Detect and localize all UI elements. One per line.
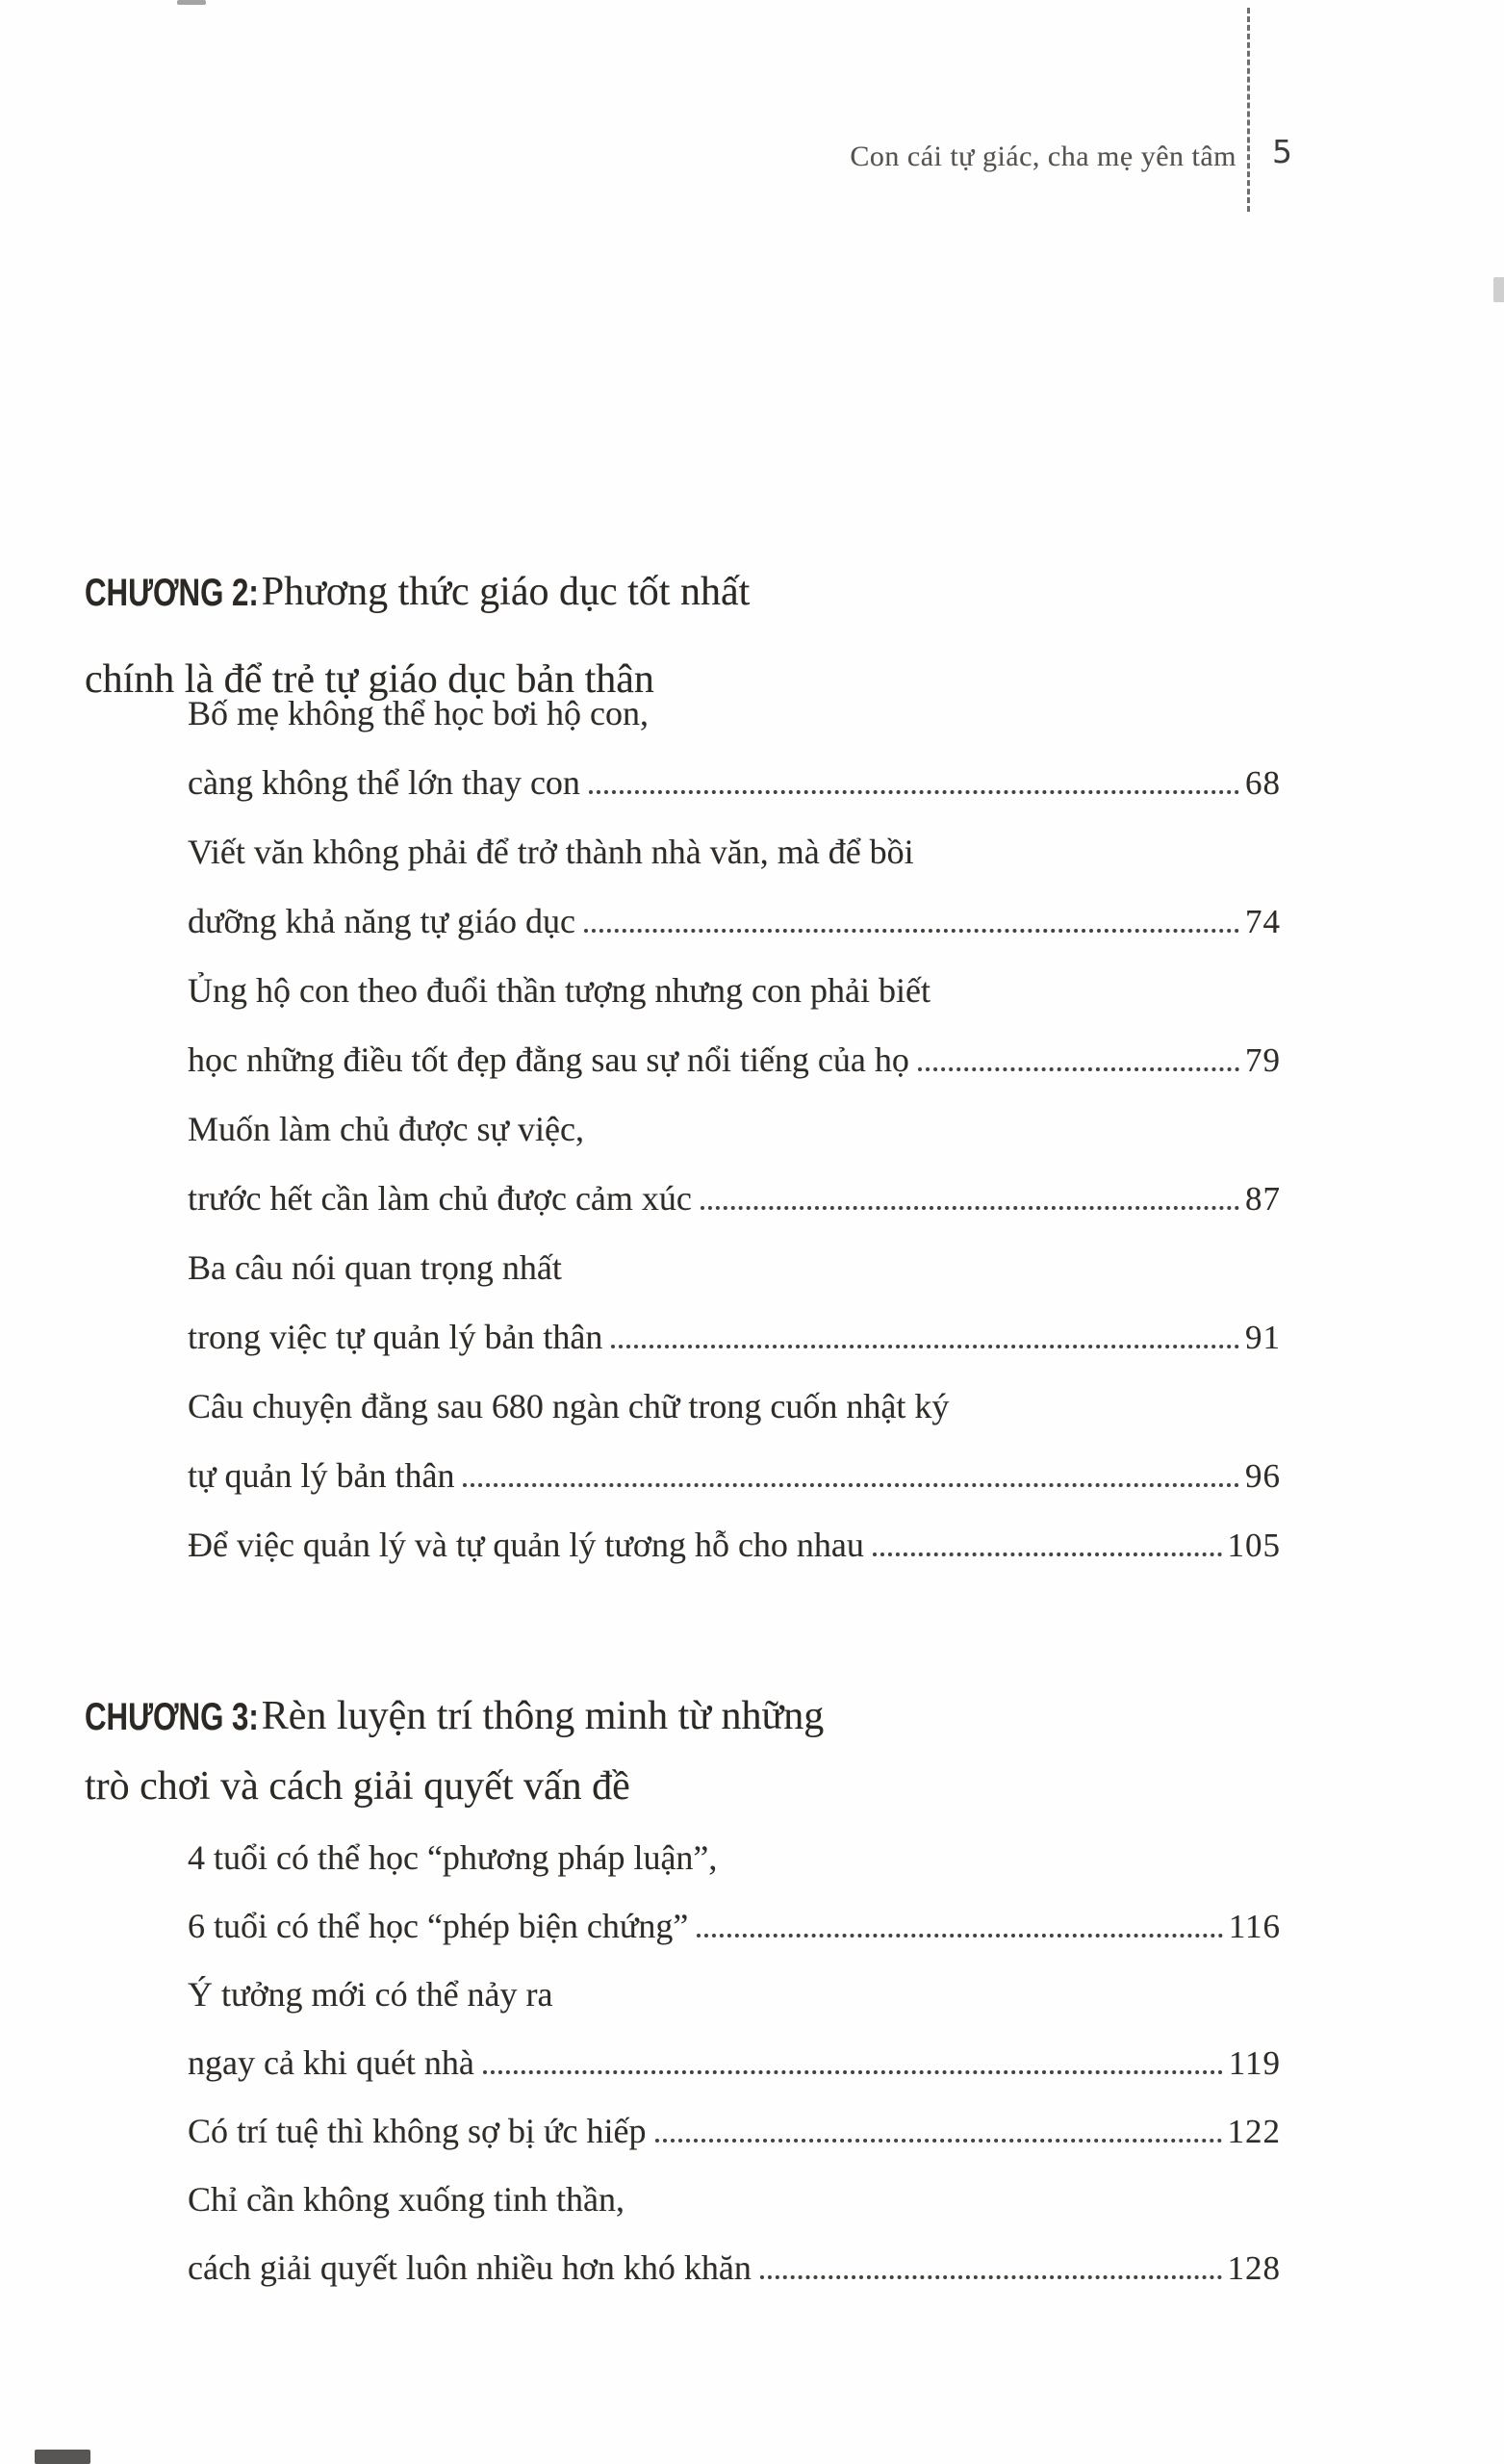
toc-entry-text: dưỡng khả năng tự giáo dục <box>188 902 575 940</box>
toc-entry-line <box>188 1357 1281 1426</box>
chapter-3-heading-line-2 <box>85 1739 1451 1810</box>
toc-entry-line <box>188 1288 1281 1357</box>
toc-entry-text: Viết văn không phải để trở thành nhà văn, mà để bồi <box>188 833 914 871</box>
toc-entry-line <box>188 1149 1281 1219</box>
chapter-3-label: CHƯƠNG 3: <box>85 1696 259 1738</box>
toc-entry-line <box>188 803 1281 872</box>
dot-leader <box>760 2275 1222 2279</box>
entry-page-number: 68 <box>1245 764 1281 802</box>
chapter-3-title-line-2: trò chơi và cách giải quyết vấn đề <box>85 1764 630 1809</box>
toc-entry-line <box>188 1878 1281 1946</box>
toc-entry-line <box>188 1810 1281 1878</box>
dot-leader <box>611 1345 1239 1348</box>
chapter-3-title-line-1: Rèn luyện trí thông minh từ những <box>261 1694 825 1738</box>
toc-entry-text: tự quản lý bản thân <box>188 1456 455 1495</box>
chapter-2-toc <box>188 664 1281 1565</box>
toc-entry-text: Có trí tuệ thì không sợ bị ức hiếp <box>188 2112 647 2150</box>
running-header <box>0 123 1504 191</box>
toc-entry-text: học những điều tốt đẹp đằng sau sự nổi tiếng của họ <box>188 1040 909 1079</box>
chapter-3-heading <box>85 1669 1451 1810</box>
dot-leader <box>697 1934 1222 1938</box>
toc-entry-line <box>188 1496 1281 1565</box>
toc-entry-text: 6 tuổi có thể học “phép biện chứng” <box>188 1907 689 1945</box>
entry-page-number: 96 <box>1245 1457 1281 1495</box>
toc-entry-line <box>188 1219 1281 1288</box>
toc-entry-text: cách giải quyết luôn nhiều hơn khó khăn <box>188 2248 752 2287</box>
entry-page-number: 74 <box>1245 903 1281 940</box>
toc-entry-line <box>188 2015 1281 2083</box>
entry-page-number: 119 <box>1228 2044 1281 2082</box>
chapter-2-title-line-2: chính là để trẻ tự giáo dục bản thân <box>85 657 654 702</box>
toc-entry-text: Ý tưởng mới có thể nảy ra <box>188 1975 553 2014</box>
entry-page-number: 87 <box>1245 1180 1281 1218</box>
toc-entry-text: Ba câu nói quan trọng nhất <box>188 1248 562 1287</box>
toc-entry-text: trước hết cần làm chủ được cảm xúc <box>188 1179 692 1218</box>
chapter-3-heading-line-1 <box>85 1669 1451 1739</box>
toc-entry-line <box>188 1080 1281 1149</box>
entry-page-number: 128 <box>1227 2249 1281 2287</box>
entry-page-number: 91 <box>1245 1319 1281 1356</box>
dot-leader <box>655 2139 1222 2143</box>
toc-entry-text: càng không thể lớn thay con <box>188 763 580 802</box>
chapter-2-title-line-1: Phương thức giáo dục tốt nhất <box>261 570 751 614</box>
page-number: 5 <box>1272 133 1292 170</box>
running-title: Con cái tự giác, cha mẹ yên tâm <box>850 141 1236 172</box>
toc-entry-text: Chỉ cần không xuống tinh thần, <box>188 2180 625 2219</box>
dot-leader <box>589 790 1239 794</box>
toc-entry-text: Ủng hộ con theo đuổi thần tượng nhưng con phải biết <box>188 971 930 1010</box>
dot-leader <box>584 929 1239 933</box>
scan-artifact-bottom-left <box>35 2450 90 2464</box>
toc-entry-line <box>188 1946 1281 2015</box>
toc-entry-line <box>188 664 1281 733</box>
toc-entry-text: Câu chuyện đằng sau 680 ngàn chữ trong cuốn nhật ký <box>188 1387 950 1425</box>
chapter-2-heading-line-1 <box>85 527 1451 615</box>
toc-entry-line <box>188 941 1281 1011</box>
toc-entry-line <box>188 733 1281 803</box>
dot-leader <box>701 1206 1239 1210</box>
scan-artifact-top <box>177 0 206 5</box>
dot-leader <box>483 2070 1223 2074</box>
toc-entry-text: trong việc tự quản lý bản thân <box>188 1318 603 1356</box>
chapter-3-toc <box>188 1810 1281 2288</box>
dot-leader <box>873 1553 1222 1556</box>
toc-entry-text: Muốn làm chủ được sự việc, <box>188 1110 584 1148</box>
chapter-2-label: CHƯƠNG 2: <box>85 572 259 614</box>
dot-leader <box>463 1483 1239 1487</box>
toc-entry-line <box>188 2220 1281 2288</box>
entry-page-number: 79 <box>1245 1041 1281 1079</box>
entry-page-number: 116 <box>1228 1908 1281 1945</box>
toc-entry-text: Bố mẹ không thể học bơi hộ con, <box>188 694 649 732</box>
dashed-divider-icon <box>1247 8 1250 212</box>
toc-entry-text: Để việc quản lý và tự quản lý tương hỗ cho nhau <box>188 1526 864 1564</box>
toc-entry-line <box>188 2083 1281 2151</box>
toc-entry-line <box>188 872 1281 941</box>
entry-page-number: 122 <box>1227 2113 1281 2150</box>
scan-artifact-right-edge <box>1493 277 1504 302</box>
toc-entry-line <box>188 1426 1281 1496</box>
toc-entry-text: ngay cả khi quét nhà <box>188 2043 474 2082</box>
toc-entry-text: 4 tuổi có thể học “phương pháp luận”, <box>188 1838 718 1877</box>
entry-page-number: 105 <box>1227 1527 1281 1564</box>
toc-entry-line <box>188 1011 1281 1080</box>
dot-leader <box>918 1067 1239 1071</box>
toc-entry-line <box>188 2151 1281 2220</box>
